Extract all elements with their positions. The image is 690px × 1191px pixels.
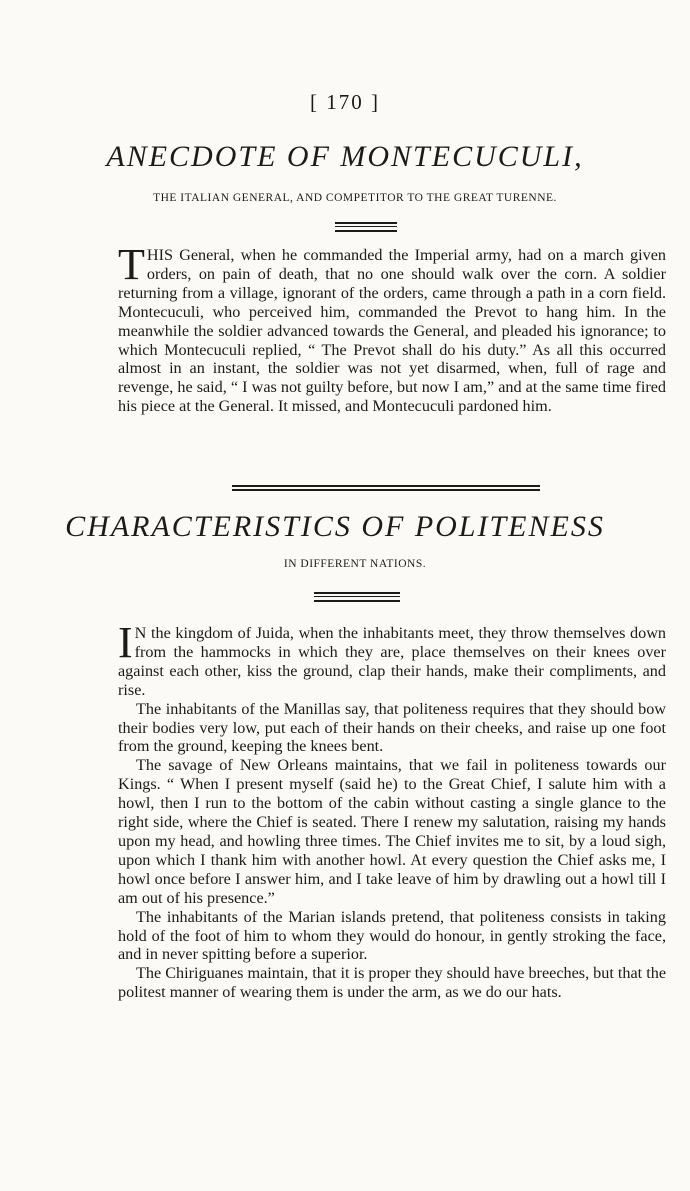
politeness-text xyxy=(118,618,666,1002)
article-subtitle-montecuculi: THE ITALIAN GENERAL, AND COMPETITOR TO THE GREAT TURENNE. xyxy=(153,192,557,204)
anecdote-lead-word: HIS xyxy=(146,246,173,264)
dropcap-t: T xyxy=(118,240,145,289)
section-divider xyxy=(232,485,540,487)
double-rule-2 xyxy=(314,592,400,594)
article-title-politeness: CHARACTERISTICS OF POLITENESS xyxy=(65,510,605,543)
page-number: [ 170 ] xyxy=(310,90,380,114)
paragraph-chiriguanes: The Chiriguanes maintain, that it is proper they should have breeches, but that the politest manner of wearing them is under the arm, as we do our hats. xyxy=(118,964,666,1002)
double-rule-1 xyxy=(335,222,397,224)
double-rule-2c xyxy=(314,600,400,602)
paragraph-juida-text: N the kingdom of Juida, when the inhabitants meet, they throw themselves down from the hammocks in which they are, place themselves on their knees over against each other, kiss the ground, clap their hands, make their compliments, and rise. xyxy=(118,624,666,699)
double-rule-1b xyxy=(335,226,397,227)
paragraph-new-orleans: The savage of New Orleans maintains, that we fail in politeness towards our Kings. “ When I present myself (said he) to the Great Chief, I salute him with a howl, then I run to the bottom of the cabin without casting a single glance to the right side, where the Chief is seated. There I renew my salutation, raising my hands upon my head, and howling three times. The Chief invites me to sit, by a loud sigh, upon which I thank him with another howl. At every question the Chief asks me, I howl once before I answer him, and I take leave of him by drawling out a howl till I am out of his presence.” xyxy=(118,756,666,907)
paragraph-juida xyxy=(118,618,666,700)
anecdote-body: General, when he commanded the Imperial army, had on a march given orders, on pain of death, that no one should walk over the corn. A soldier returning from a village, ignorant of the orders, came through a path in a corn field. Montecuculi, who perceived him, commanded the Prevot to hang him. In the meanwhile the soldier advanced towards the General, and pleaded his ignorance; to which Montecuculi replied, “ The Prevot shall do his duty.” As all this occurred almost in an instant, the soldier was not yet disarmed, when, full of rage and revenge, he said, “ I was not guilty before, but now I am,” and at the same time fired his piece at the General. It missed, and Montecuculi pardoned him. xyxy=(118,246,667,416)
anecdote-paragraph xyxy=(118,240,667,416)
double-rule-2b xyxy=(314,596,400,597)
dropcap-i: I xyxy=(118,618,133,667)
article-title-montecuculi: ANECDOTE OF MONTECUCULI, xyxy=(106,140,584,173)
paragraph-manillas: The inhabitants of the Manillas say, that politeness requires that they should bow their bodies very low, put each of their hands on their cheeks, and raise up one foot from the ground, keeping the knees bent. xyxy=(118,699,666,756)
section-divider-b xyxy=(232,489,540,491)
double-rule-1c xyxy=(335,230,397,232)
paragraph-marian-islands: The inhabitants of the Marian islands pretend, that politeness consists in taking hold of the foot of him to whom they would do honour, in gently stroking the face, and in never spitting before a superior. xyxy=(118,907,666,964)
article-subtitle-politeness: IN DIFFERENT NATIONS. xyxy=(283,558,427,570)
